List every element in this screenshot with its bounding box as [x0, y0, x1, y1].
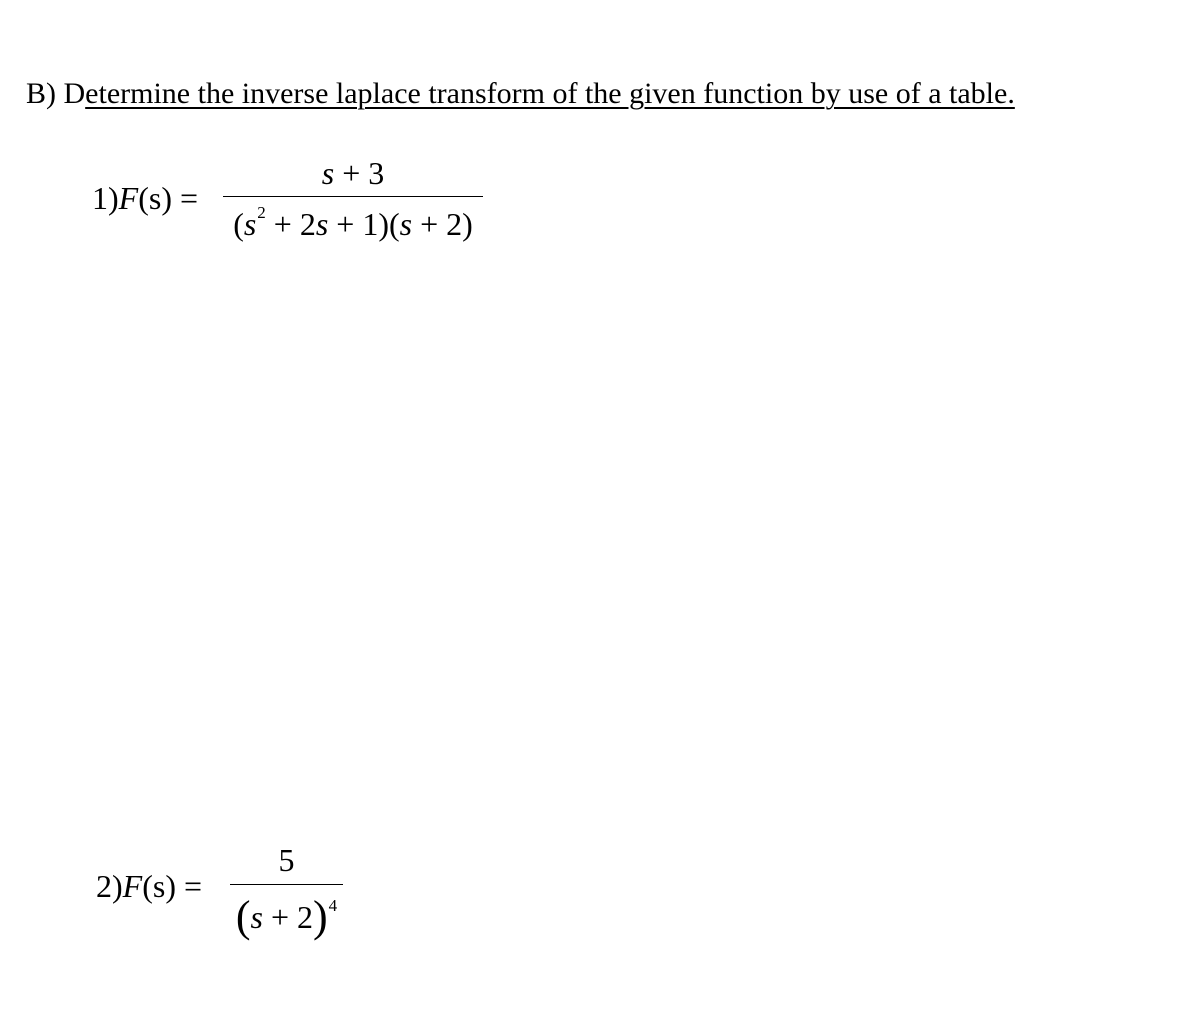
den-open-paren: (: [233, 206, 244, 242]
problem-2-fraction-bar: [230, 884, 343, 885]
den-exponent: 4: [328, 896, 338, 915]
den-exponent: 2: [257, 203, 266, 222]
num-rest: + 3: [334, 155, 385, 191]
problem-1-number: 1): [92, 180, 119, 216]
den-term: + 1)(: [328, 206, 400, 242]
problem-1-fraction-bar: [223, 196, 483, 197]
problem-2-lhs: [96, 868, 202, 904]
den-term: + 2: [265, 206, 316, 242]
problem-1-lhs: [92, 180, 198, 216]
den-variable: s: [250, 899, 263, 935]
den-term: + 2): [412, 206, 473, 242]
den-variable: s: [399, 206, 413, 242]
den-close-paren: ): [313, 892, 328, 941]
problem-1-denominator: [223, 203, 483, 248]
problem-1: [92, 150, 492, 250]
problem-2-function-name: F: [122, 868, 143, 904]
problem-1-argument: (s) =: [138, 180, 199, 216]
den-variable: s: [315, 206, 329, 242]
problem-2-denominator: [230, 892, 343, 941]
problem-1-function-name: F: [118, 180, 139, 216]
den-term: + 2: [262, 899, 313, 935]
num-variable: s: [321, 155, 335, 191]
heading-prefix: B) D: [26, 77, 86, 110]
problem-1-fraction: [223, 150, 483, 250]
problem-2-numerator: 5: [278, 842, 295, 878]
den-variable: s: [243, 206, 257, 242]
problem-2-argument: (s) =: [142, 868, 203, 904]
problem-1-numerator: [223, 155, 483, 191]
section-heading: [26, 74, 1015, 114]
heading-instruction: etermine the inverse laplace transform of the given function by use of a table.: [85, 77, 1015, 110]
problem-2-number: 2): [96, 868, 123, 904]
problem-2: [96, 838, 366, 948]
problem-2-fraction: [230, 838, 343, 948]
den-open-paren: (: [235, 892, 251, 941]
